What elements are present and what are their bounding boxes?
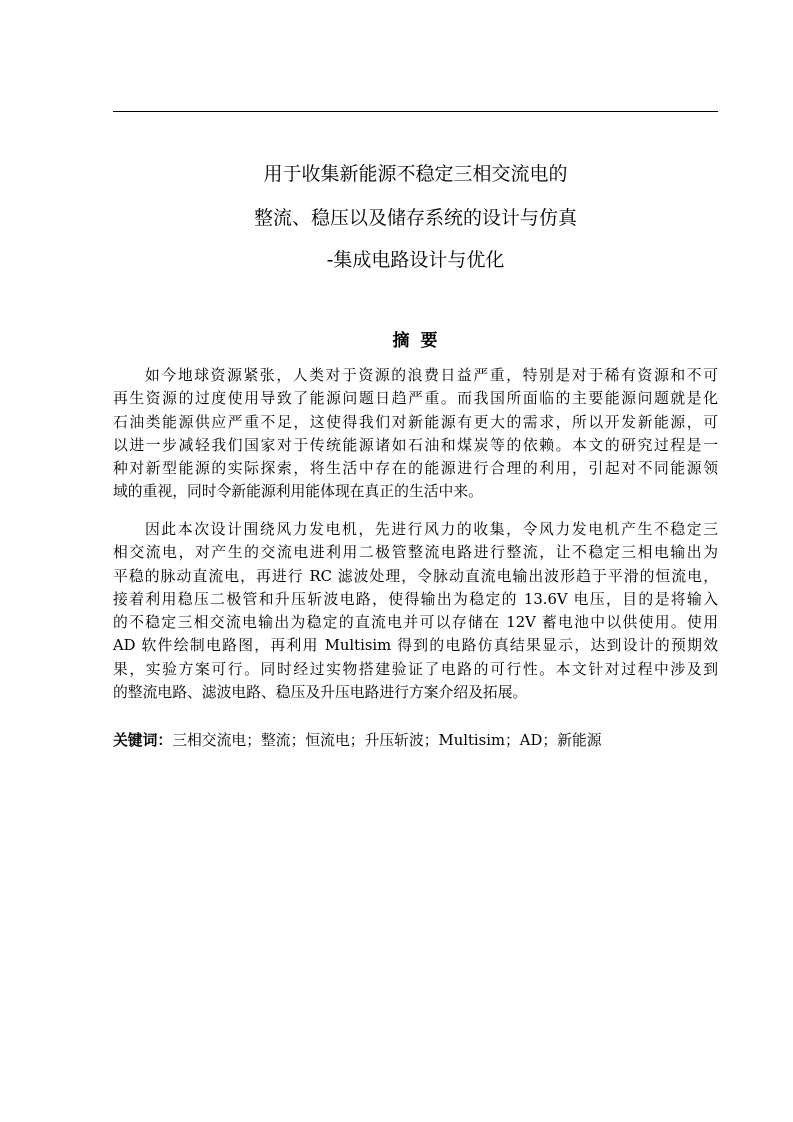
paragraph-2-line: 接着利用稳压二极管和升压斩波电路，使得输出为稳定的 13.6V 电压，目的是将输入 [113,590,718,608]
paragraph-2-line: AD 软件绘制电路图，再利用 Multisim 得到的电路仿真结果显示，达到设计的预期效 [113,637,718,655]
paragraph-2-line: 因此本次设计围绕风力发电机，先进行风力的收集，令风力发电机产生不稳定三 [145,521,718,538]
paragraph-2-line: 的整流电路、滤波电路、稳压及升压电路进行方案介绍及拓展。 [113,684,528,702]
paragraph-1-line: 如今地球资源紧张，人类对于资源的浪费日益严重，特别是对于稀有资源和不可 [145,367,718,384]
abstract-paragraph-1 [113,364,718,504]
paragraph-1-line: 以进一步减轻我们国家对于传统能源诸如石油和煤炭等的依赖。本文的研究过程是一 [113,436,718,454]
abstract-heading [113,329,718,353]
paragraph-2-line: 果，实验方案可行。同时经过实物搭建验证了电路的可行性。本文针对过程中涉及到 [113,660,718,678]
keywords-label: 关键词： [113,732,173,749]
paragraph-2-line: 的不稳定三相交流电输出为稳定的直流电并可以存储在 12V 蓄电池中以供使用。使用 [113,614,718,632]
abstract-heading-char-1: 摘 [392,331,411,351]
title-line-1: 用于收集新能源不稳定三相交流电的 [263,163,568,185]
header-rule [113,111,718,112]
keywords-text: 三相交流电；整流；恒流电；升压斩波；Multisim；AD；新能源 [172,732,602,749]
paragraph-1-line: 再生资源的过度使用导致了能源问题日趋严重。而我国所面临的主要能源问题就是化 [113,390,718,408]
paragraph-1-line: 域的重视，同时令新能源利用能体现在真正的生活中来。 [113,483,483,501]
title-line-2: 整流、稳压以及储存系统的设计与仿真 [253,207,577,229]
paragraph-1-line: 石油类能源供应严重不足，这使得我们对新能源有更大的需求，所以开发新能源，可 [113,413,718,431]
paragraph-2-line: 相交流电，对产生的交流电进利用二极管整流电路进行整流，让不稳定三相电输出为 [113,544,718,562]
abstract-heading-char-2: 要 [420,331,439,351]
abstract-paragraph-2 [113,518,718,704]
paragraph-1-line: 种对新型能源的实际探索，将生活中存在的能源进行合理的利用，引起对不同能源领 [113,460,718,478]
keywords [113,729,718,752]
subtitle: -集成电路设计与优化 [326,249,505,271]
paragraph-2-line: 平稳的脉动直流电，再进行 RC 滤波处理，令脉动直流电输出波形趋于平滑的恒流电， [113,567,718,585]
